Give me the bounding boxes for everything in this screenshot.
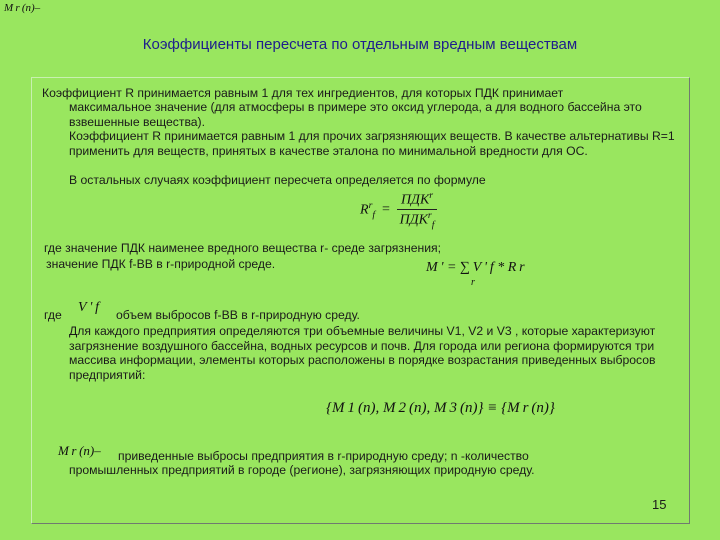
formula-rf-fraction: $\frac{ПДК^r}{ПДК^r_f}$ — [397, 190, 438, 230]
formula-rf — [360, 190, 437, 230]
mr-symbol: M r (n)– — [58, 443, 101, 458]
paragraph-3: В остальных случаях коэффициент пересчета определяется по формуле — [69, 173, 486, 187]
paragraph-1-continuation: максимальное значение (для атмосферы в примере это оксид углерода, а для водного бассейна это взвешенные вещества). — [69, 100, 642, 129]
page-number: 15 — [652, 497, 667, 512]
corner-label: M r (n)– — [4, 2, 41, 14]
formula-m-sum-index: r — [471, 277, 475, 288]
paragraph-8-continuation: промышленных предприятий в городе (регионе), загрязняющих природную среду. — [69, 463, 535, 477]
formula-set: {M 1 (n), M 2 (n), M 3 (n)} ≡ {M r (n)} — [326, 400, 555, 416]
formula-rf-lhs: $R^r_f$ — [360, 199, 376, 221]
paragraph-1-first-line: Коэффициент R принимается равным 1 для тех ингредиентов, для которых ПДК принимает — [42, 86, 564, 100]
paragraph-6-lead: где — [44, 308, 62, 322]
paragraph-7: Для каждого предприятия определяются три объемные величины V1, V2 и V3 , которые характеризуют загрязнение воздушного бассейна, водных ресурсов и почв. Для города или региона формируются три массива информации, элементы которых расположены в порядке возрастания приведенных выбросов предприятий: — [69, 324, 656, 382]
formula-m-sum: M ' = ∑ V ' f * R r r — [426, 260, 525, 288]
paragraph-4: где значение ПДК наименее вредного вещества r- среде загрязнения; — [44, 241, 441, 255]
vf-symbol: V ' f — [78, 300, 100, 315]
slide-title: Коэффициенты пересчета по отдельным вредным веществам — [142, 36, 578, 53]
paragraph-8-first-line: приведенные выбросы предприятия в r-природную среду; n -количество — [118, 449, 529, 463]
paragraph-2: Коэффициент R принимается равным 1 для прочих загрязняющих веществ. В качестве альтернативы R=1 применить для веществ, принятых в качестве эталона по минимальной вредности для ОС. — [69, 129, 675, 158]
paragraph-5: значение ПДК f-ВВ в r-природной среде. — [46, 257, 276, 271]
formula-rf-eq: = — [381, 202, 391, 218]
paragraph-6-text: объем выбросов f-ВВ в r-природную среду. — [116, 308, 360, 322]
